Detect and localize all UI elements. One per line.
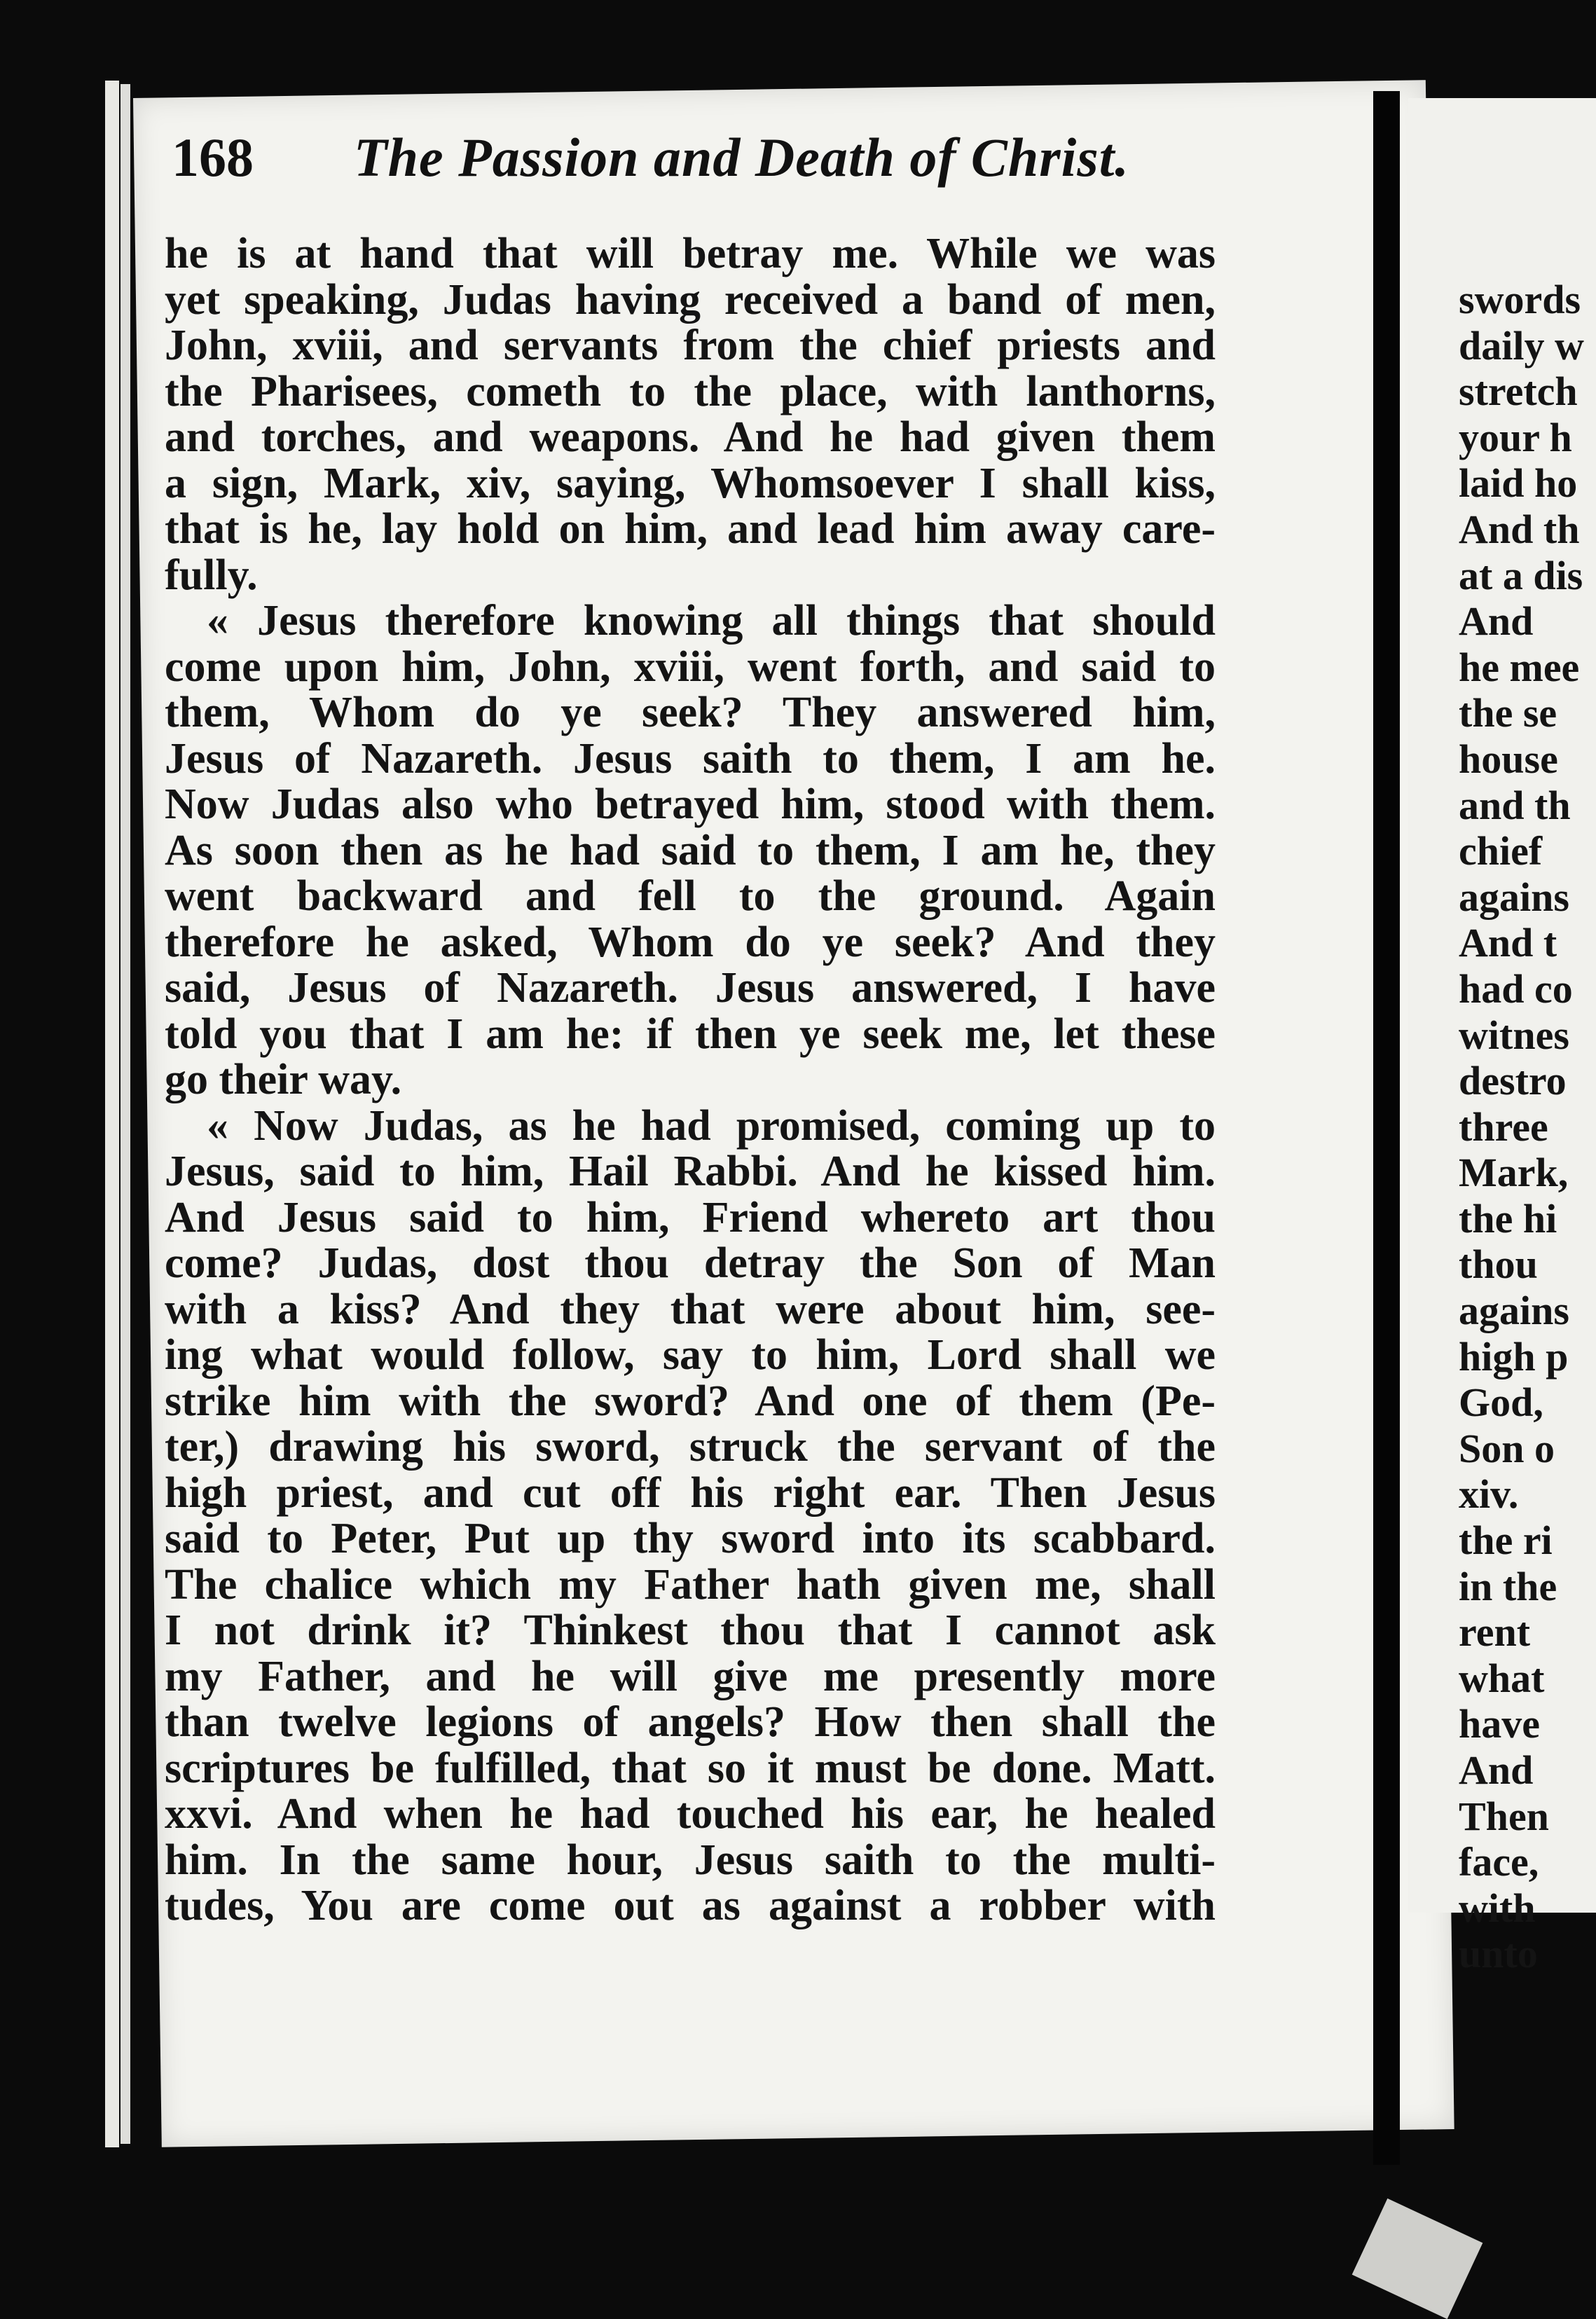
next-page-line: three [1459, 1103, 1548, 1150]
next-page-line: agains [1459, 874, 1569, 920]
next-page-line: And t [1459, 920, 1557, 966]
text-line: I not drink it? Thinkest thou that I cannot ask [165, 1606, 1216, 1654]
text-line: The chalice which my Father hath given me, shall [165, 1560, 1216, 1609]
text-line: high priest, and cut off his right ear. Then Jesus [165, 1468, 1216, 1517]
next-page-line: Son o [1459, 1425, 1555, 1471]
text-line: he is at hand that will betray me. While we was [165, 230, 1216, 277]
stacked-page-edge [105, 81, 119, 2147]
next-page-line: your h [1459, 414, 1572, 460]
text-line: John, xviii, and servants from the chief priests and [165, 322, 1216, 369]
next-page-line: house [1459, 736, 1558, 782]
text-line: « Now Judas, as he had promised, coming up to [207, 1101, 1216, 1150]
text-line: went backward and fell to the ground. Again [165, 872, 1216, 920]
next-page-line: unto [1459, 1931, 1538, 1977]
next-page-line: thou [1459, 1241, 1538, 1288]
next-page-line: rent [1459, 1609, 1531, 1656]
text-line: the Pharisees, cometh to the place, with lanthorns, [165, 367, 1216, 415]
text-line: that is he, lay hold on him, and lead him away care- [165, 505, 1216, 553]
next-page-line: have [1459, 1701, 1540, 1747]
next-page-line: stretch [1459, 369, 1578, 415]
text-line: yet speaking, Judas having received a band of men, [165, 275, 1216, 324]
next-page-line: in the [1459, 1563, 1557, 1609]
text-line: my Father, and he will give me presently more [165, 1652, 1216, 1700]
next-page-line: the se [1459, 690, 1557, 736]
text-line: scriptures be fulfilled, that so it must be done. Matt. [165, 1744, 1216, 1792]
next-page-line: the hi [1459, 1195, 1557, 1241]
book-gutter [1373, 91, 1400, 2165]
next-page-line: he mee [1459, 644, 1580, 690]
next-page-line: the ri [1459, 1518, 1553, 1564]
text-line: him. In the same hour, Jesus saith to the multi- [165, 1836, 1216, 1884]
text-line: Jesus of Nazareth. Jesus saith to them, I am he. [165, 734, 1216, 783]
next-page-line: face, [1459, 1839, 1539, 1885]
next-page-line: agains [1459, 1288, 1569, 1334]
stacked-page-edge [121, 84, 130, 2144]
next-page-line: at a dis [1459, 552, 1583, 598]
text-line: said, Jesus of Nazareth. Jesus answered, I have [165, 964, 1216, 1012]
next-page-line: destro [1459, 1058, 1567, 1104]
text-line: said to Peter, Put up thy sword into its scabbard. [165, 1515, 1216, 1562]
text-line: And Jesus said to him, Friend whereto art thou [165, 1193, 1216, 1241]
next-page-line: Then [1459, 1793, 1549, 1839]
next-page-line: chief [1459, 828, 1543, 874]
text-line: « Jesus therefore knowing all things that should [207, 597, 1216, 645]
next-page-line: had co [1459, 965, 1573, 1012]
next-page-line: witnes [1459, 1012, 1569, 1058]
text-line: Now Judas also who betrayed him, stood with them. [165, 780, 1216, 828]
running-title: The Passion and Death of Christ. [354, 127, 1129, 188]
text-line: ing what would follow, say to him, Lord shall we [165, 1331, 1216, 1379]
next-page-text [1459, 277, 1596, 1977]
text-line: and torches, and weapons. And he had given them [165, 413, 1216, 461]
text-line: As soon then as he had said to them, I am he, they [165, 826, 1216, 874]
next-page-line: daily w [1459, 322, 1584, 369]
page-header [172, 126, 1223, 224]
page-number: 168 [172, 127, 254, 188]
text-line: come? Judas, dost thou detray the Son of Man [165, 1239, 1216, 1287]
text-line: Jesus, said to him, Hail Rabbi. And he kissed him. [165, 1148, 1216, 1195]
text-line: come upon him, John, xviii, went forth, and said to [165, 642, 1216, 691]
next-page-line: and th [1459, 782, 1571, 828]
text-line: a sign, Mark, xiv, saying, Whomsoever I shall kiss, [165, 459, 1216, 507]
text-line: strike him with the sword? And one of them (Pe- [165, 1377, 1216, 1425]
next-page-line: Mark, [1459, 1150, 1569, 1196]
next-page-line: what [1459, 1655, 1545, 1701]
next-page-line: And [1459, 1747, 1534, 1793]
next-page-line: xiv. [1459, 1471, 1519, 1518]
text-line: told you that I am he: if then ye seek me, let these [165, 1010, 1216, 1058]
text-line: than twelve legions of angels? How then shall the [165, 1698, 1216, 1746]
text-line: fully. [165, 551, 258, 599]
page-body [165, 231, 1216, 1929]
text-line: xxvi. And when he had touched his ear, he healed [165, 1790, 1216, 1838]
text-line: with a kiss? And they that were about him, see- [165, 1285, 1216, 1333]
next-page-line: laid ho [1459, 460, 1578, 507]
text-line: therefore he asked, Whom do ye seek? And they [165, 918, 1216, 966]
text-line: ter,) drawing his sword, struck the servant of the [165, 1423, 1216, 1471]
text-line: tudes, You are come out as against a robber with [165, 1882, 1216, 1929]
next-page-line: And th [1459, 506, 1580, 552]
next-page-line: And [1459, 598, 1534, 645]
next-page-line: high p [1459, 1333, 1569, 1379]
next-page-line: swords [1459, 277, 1581, 322]
next-page-line: God, [1459, 1379, 1543, 1426]
text-line: them, Whom do ye seek? They answered him, [165, 689, 1216, 736]
paper-corner-fragment [1352, 2198, 1483, 2319]
next-page-line: with [1459, 1885, 1536, 1931]
text-line: go their way. [165, 1056, 402, 1103]
